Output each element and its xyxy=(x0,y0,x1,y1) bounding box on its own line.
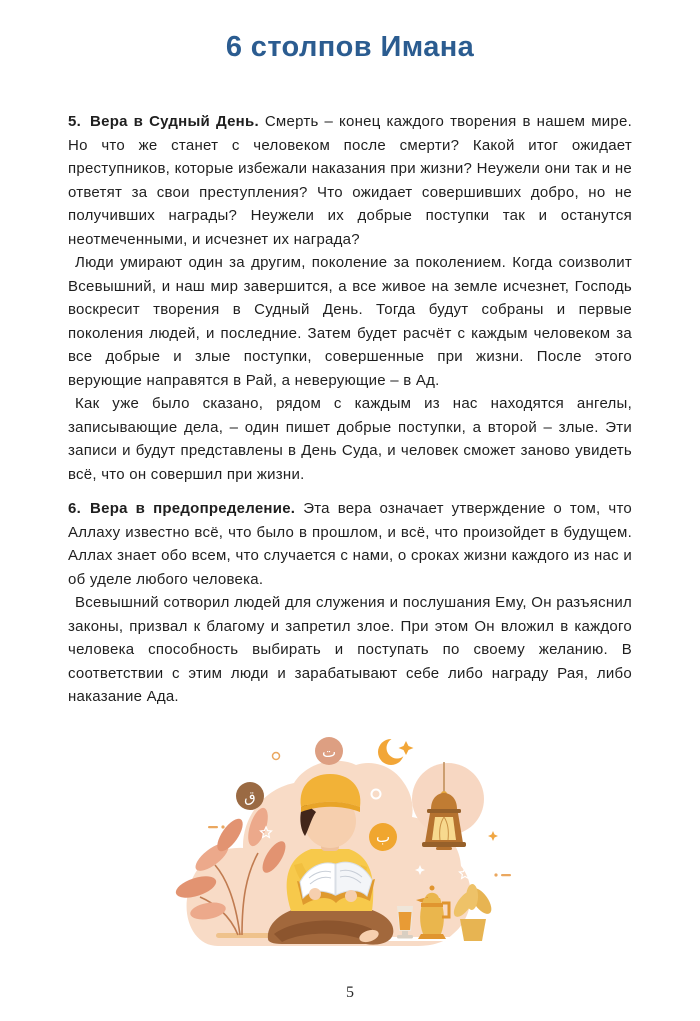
letter-qaf: ق xyxy=(244,787,256,806)
letter-badge-ba xyxy=(369,823,397,851)
letter-badge-ta xyxy=(315,737,343,765)
illustration-svg xyxy=(170,715,530,965)
ground-bar xyxy=(216,933,274,938)
page-number: 5 xyxy=(346,983,354,1001)
section-heading: Вера в Судный День. xyxy=(90,113,259,130)
hand xyxy=(345,890,357,902)
letter-ba: ب xyxy=(375,827,391,846)
document-page xyxy=(0,31,700,1021)
hand xyxy=(309,888,321,900)
dash-dot-icon xyxy=(208,825,225,828)
letter-badge-qaf xyxy=(236,782,264,810)
section-heading: Вера в предопределение. xyxy=(90,500,296,517)
sparkle-icon xyxy=(488,831,498,841)
section-lead-text: Смерть – конец каждого творения в нашем мире. Но что же станет с человеком после смерти? Какой итог ожидает преступников, которые избежали наказания при жизни? Неужели они так и не ответят за свои преступления? Что ожидает совершивших добро, но не получивших награды? Неужели их добрые поступки так и останутся неотмеченными, и исчезнет их награда? xyxy=(68,113,632,248)
body-text xyxy=(68,110,632,709)
section-number: 6. xyxy=(68,500,82,517)
section-lead-text: Эта вера означает утверждение о том, что Аллаху известно всё, что было в прошлом, и всё, что произойдет в будущем. Аллах знает обо всем, что случается с нами, о сроках жизни каждого из нас и об уделе любого человека. xyxy=(68,500,632,588)
letter-ta: ت xyxy=(321,742,337,761)
dash-dot-icon xyxy=(494,873,511,876)
crescent-moon-icon xyxy=(378,737,414,765)
paragraph-5-lead xyxy=(68,110,632,251)
page-title: 6 столпов Имана xyxy=(225,31,475,63)
paragraph: Всевышний сотворил людей для служения и послушания Ему, Он разъяснил законы, призвал к благому и запретил злое. При этом Он вложил в каждого человека способность выбирать и поступать по своему желанию. В соответствии с этим люди и зарабатывают себе либо награду Рая, либо наказание Ада. xyxy=(68,594,632,705)
paragraph: Люди умирают один за другим, поколение за поколением. Когда соизволит Всевышний, и наш мир завершится, а все живое на земле исчезнет, Господь воскресит творения в Судный День. Тогда будут собраны и первые поколения людей, и последние. Затем будет расчёт с каждым человеком за все добрые и злые поступки, совершенные при жизни. После этого верующие направятся в Рай, а неверующие – в Ад. xyxy=(68,254,632,389)
section-number: 5. xyxy=(68,113,82,130)
circle-outline-icon xyxy=(273,752,280,759)
illustration-boy-reading-quran xyxy=(170,715,530,970)
paragraph-6-lead xyxy=(68,497,632,591)
paragraph: Как уже было сказано, рядом с каждым из нас находятся ангелы, записывающие дела, – один пишет добрые поступки, а второй – злые. Эти записи и будут представлены в День Суда, и человек сможет заново увидеть всё, что он совершил при жизни. xyxy=(68,395,632,483)
